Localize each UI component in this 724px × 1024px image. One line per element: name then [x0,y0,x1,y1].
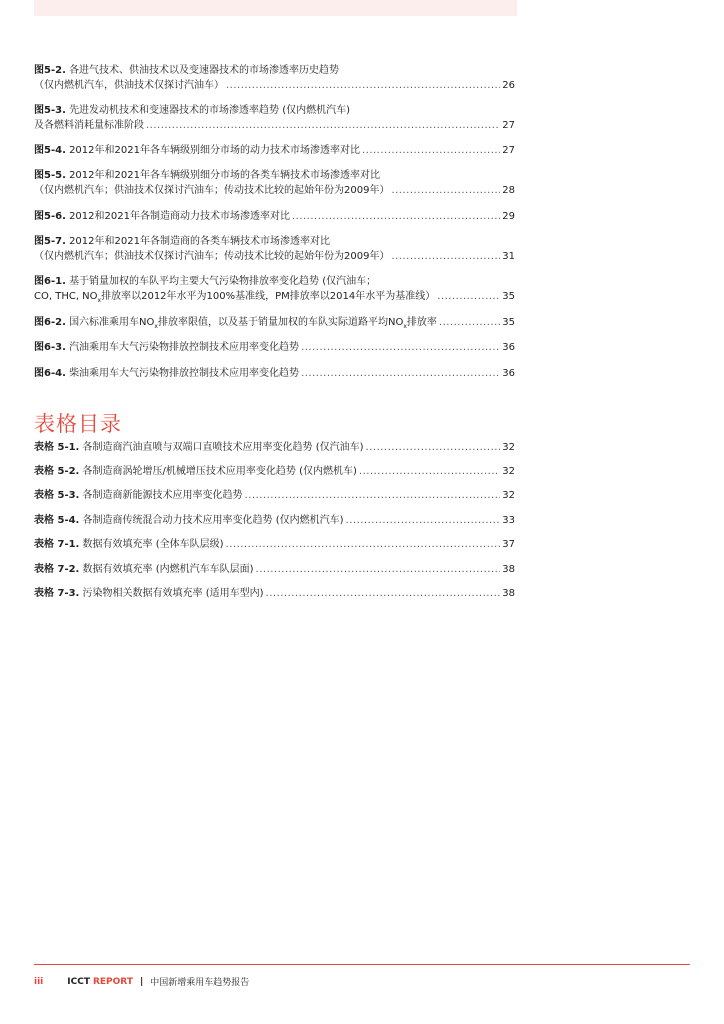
entry-number: 表格 5-1. [34,442,80,453]
subscript-x: x [154,323,158,330]
brand-report-label: REPORT [92,976,133,987]
toc-entry-table-5-1[interactable] [34,440,515,455]
entry-page: 36 [502,342,515,353]
entry-page: 38 [502,588,515,599]
entry-page: 38 [502,564,515,575]
toc-entry-fig-5-7[interactable] [34,234,515,264]
entry-number: 图5-2. [34,65,66,76]
toc-entry-table-5-4[interactable] [34,513,515,528]
toc-entry-table-5-2[interactable] [34,464,515,479]
entry-title-cont: CO, THC, NO [34,291,98,302]
entry-title: 污染物相关数据有效填充率 (适用车型内) [82,588,264,599]
toc-entry-table-7-3[interactable] [34,586,515,601]
entry-page: 37 [502,539,515,550]
toc-entry-fig-5-2[interactable] [34,63,515,93]
leader-dots [256,562,501,577]
entry-title: 基于销量加权的车队平均主要大气污染物排放率变化趋势 (仅汽油车； [69,276,377,287]
leader-dots [366,440,501,455]
leader-dots [391,249,500,264]
footer-separator: | [139,976,144,987]
entry-title: 柴油乘用车大气污染物排放控制技术应用率变化趋势 [69,368,300,379]
entry-title-cont: （仅内燃机汽车，供油技术仅探讨汽油车） [34,80,224,91]
leader-dots [391,183,500,198]
entry-number: 表格 7-1. [34,539,80,550]
entry-page: 27 [502,145,515,156]
leader-dots [266,586,501,601]
entry-page: 35 [502,291,515,302]
entry-page: 36 [502,368,515,379]
entry-number: 图5-3. [34,105,66,116]
entry-title: 各制造商涡轮增压/机械增压技术应用率变化趋势 (仅内燃机车) [82,466,357,477]
entry-number: 表格 5-4. [34,515,80,526]
entry-title-cont: 及各燃料消耗量标准阶段 [34,120,144,131]
entry-title-cont: 排放率限值，以及基于销量加权的车队实际道路平均NO [157,317,404,328]
entry-page: 32 [502,442,515,453]
toc-entry-fig-5-5[interactable] [34,168,515,198]
brand-name: ICCT [67,976,90,987]
toc-entry-fig-6-3[interactable] [34,340,515,355]
entry-title: 汽油乘用车大气污染物排放控制技术应用率变化趋势 [69,342,300,353]
leader-dots [346,513,501,528]
entry-number: 表格 7-2. [34,564,80,575]
subscript-x: x [403,323,407,330]
entry-page: 29 [502,211,515,222]
leader-dots [362,143,500,158]
page-number: iii [34,976,44,987]
entry-page: 28 [502,185,515,196]
entry-number: 图6-4. [34,368,66,379]
leader-dots [226,537,501,552]
leader-dots [146,118,500,133]
entry-page: 27 [502,120,515,131]
toc-entry-fig-5-3[interactable] [34,103,515,133]
leader-dots [292,209,500,224]
entry-number: 图6-3. [34,342,66,353]
leader-dots [226,78,500,93]
entry-title: 2012年和2021年各制造商的各类车辆技术市场渗透率对比 [69,236,330,247]
entry-page: 32 [502,466,515,477]
leader-dots [437,289,500,304]
entry-number: 表格 7-3. [34,588,80,599]
entry-title: 各进气技术、供油技术以及变速器技术的市场渗透率历史趋势 [69,65,340,76]
entry-number: 图5-5. [34,170,66,181]
entry-page: 32 [502,490,515,501]
entry-title: 数据有效填充率 (内燃机汽车车队层面) [82,564,254,575]
entry-title-cont: （仅内燃机汽车；供油技术仅探讨汽油车；传动技术比较的起始年份为2009年） [34,251,390,262]
leader-dots [439,315,500,330]
entry-title: 各制造商新能源技术应用率变化趋势 [82,490,243,501]
entry-page: 31 [502,251,515,262]
entry-title: 各制造商传统混合动力技术应用率变化趋势 (仅内燃机汽车) [82,515,344,526]
entry-title: 先进发动机技术和变速器技术的市场渗透率趋势 (仅内燃机汽车) [69,105,351,116]
entry-title: 国六标准乘用车NO [69,317,155,328]
page-footer [34,975,249,988]
toc-entry-fig-5-6[interactable] [34,209,515,224]
top-banner-band [34,0,517,16]
toc-entry-table-7-1[interactable] [34,537,515,552]
toc-entry-fig-6-4[interactable] [34,366,515,381]
entry-page: 26 [502,80,515,91]
entry-number: 图5-6. [34,211,66,222]
footer-divider [34,964,690,965]
entry-number: 表格 5-3. [34,490,80,501]
entry-title-cont: 排放率以2012年水平为100%基准线，PM排放率以2014年水平为基准线） [101,291,436,302]
subscript-x: x [97,297,102,304]
entry-number: 图6-2. [34,317,66,328]
toc-entry-fig-6-2[interactable] [34,315,515,331]
entry-title: 各制造商汽油直喷与双端口直喷技术应用率变化趋势 (仅汽油车) [82,442,364,453]
report-title: 中国新增乘用车趋势报告 [150,978,250,988]
toc-entry-fig-6-1[interactable] [34,274,515,305]
entry-title-cont: 排放率 [406,317,437,328]
entry-number: 表格 5-2. [34,466,80,477]
leader-dots [301,366,500,381]
leader-dots [301,340,500,355]
entry-number: 图5-4. [34,145,66,156]
entry-title: 2012和2021年各制造商动力技术市场渗透率对比 [69,211,290,222]
entry-page: 33 [502,515,515,526]
tables-section-heading: 表格目录 [34,412,122,436]
entry-number: 图5-7. [34,236,66,247]
leader-dots [359,464,500,479]
entry-title-cont: （仅内燃机汽车；供油技术仅探讨汽油车；传动技术比较的起始年份为2009年） [34,185,390,196]
entry-number: 图6-1. [34,276,66,287]
toc-entry-table-5-3[interactable] [34,488,515,503]
leader-dots [245,488,501,503]
toc-entry-table-7-2[interactable] [34,562,515,577]
entry-title: 2012年和2021年各车辆级别细分市场的动力技术市场渗透率对比 [69,145,360,156]
toc-entry-fig-5-4[interactable] [34,143,515,158]
entry-title: 数据有效填充率 (全体车队层级) [82,539,224,550]
entry-title: 2012年和2021年各车辆级别细分市场的各类车辆技术市场渗透率对比 [69,170,380,181]
entry-page: 35 [502,317,515,328]
